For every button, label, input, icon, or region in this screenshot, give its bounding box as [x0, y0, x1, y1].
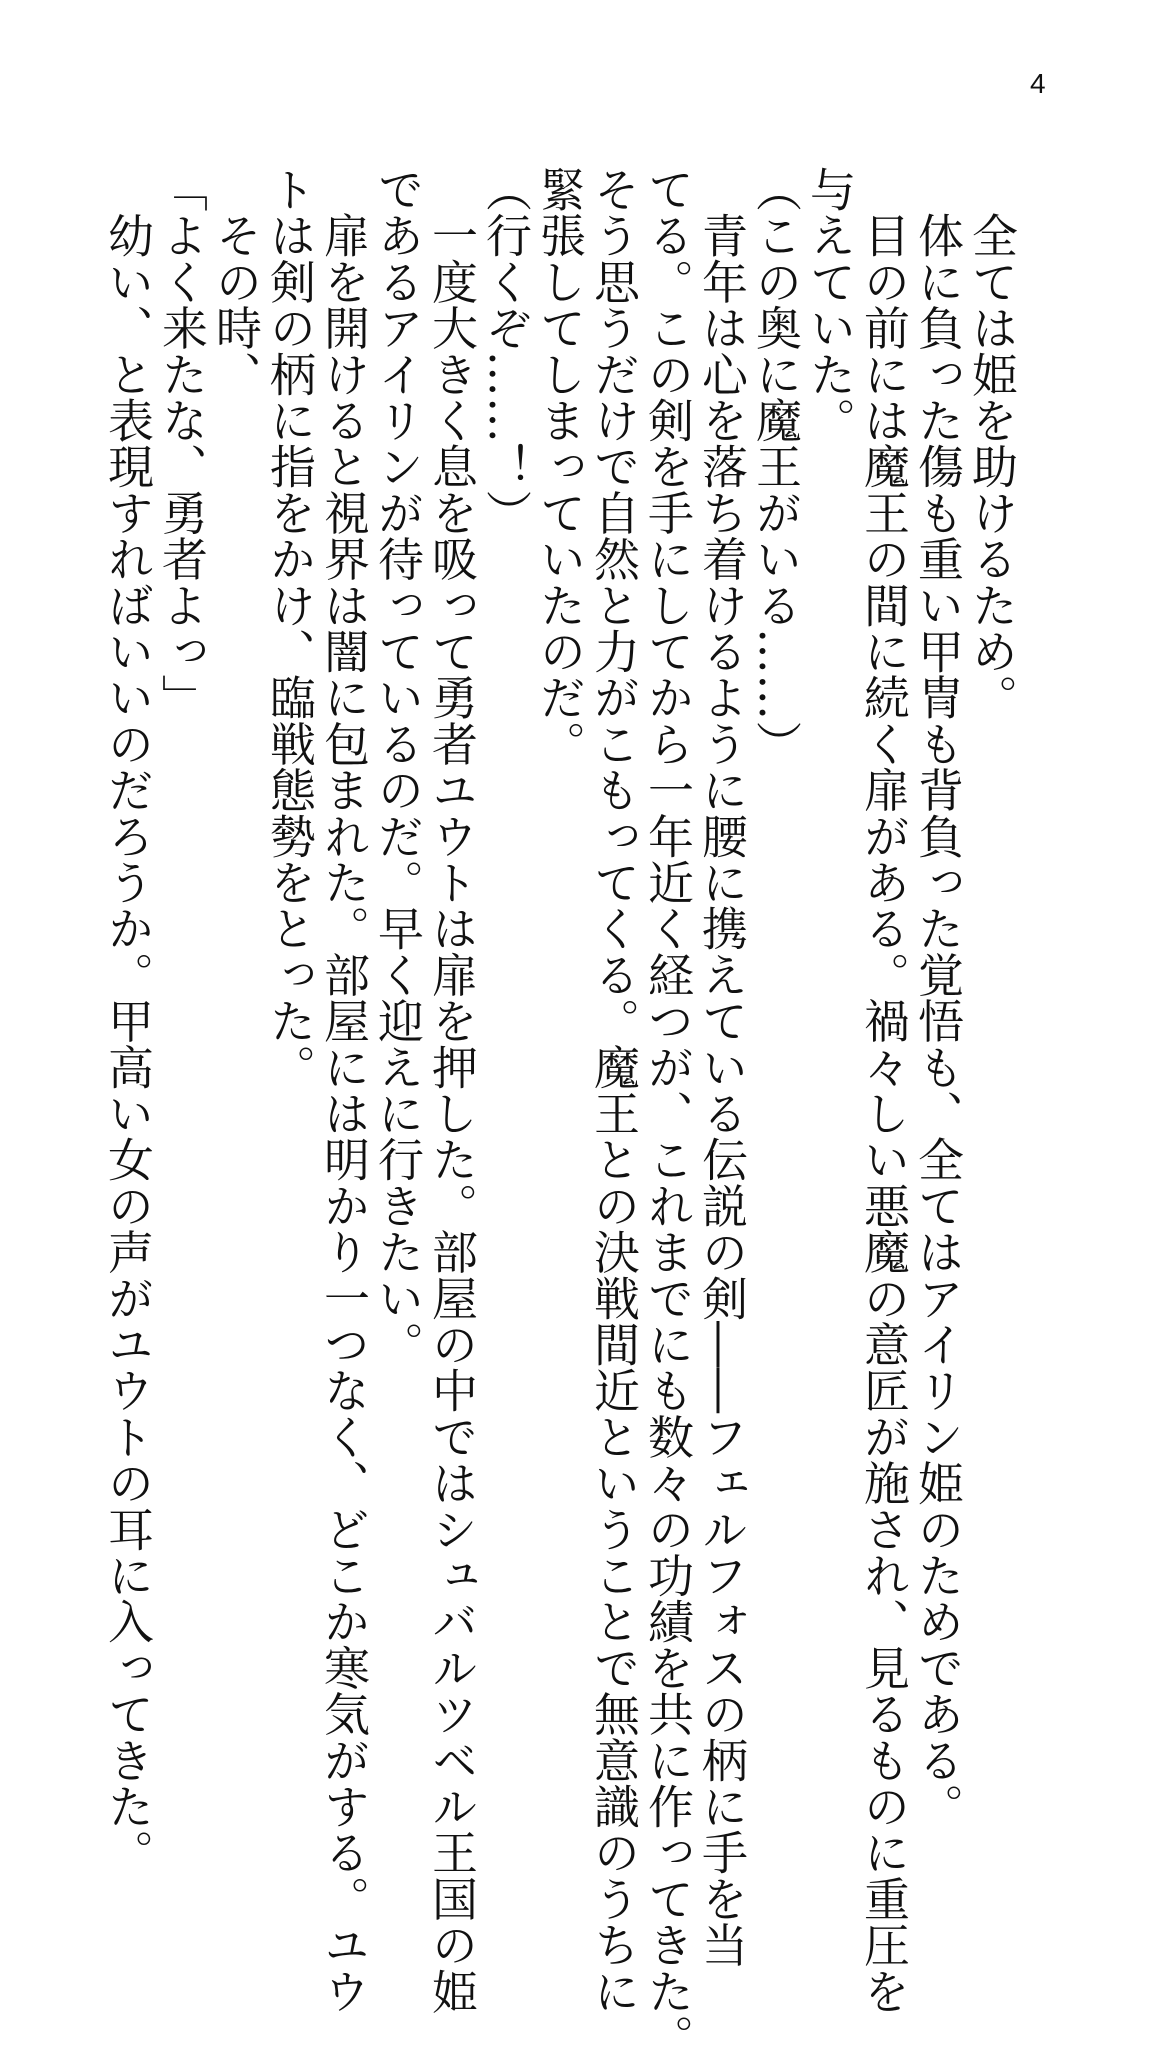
text-line: （行くぞ……！） — [479, 166, 533, 536]
text-line: そう思うだけで自然と力がこもってくる。魔王との決戦間近ということで無意識のうちに — [587, 166, 641, 2014]
text-line: 全ては姫を助けるため。 — [965, 166, 1019, 721]
page-number: 4 — [1030, 68, 1046, 99]
text-line: 青年は心を落ち着けるように腰に携えている伝説の剣――フェルフォスの柄に手を当 — [695, 166, 749, 1968]
text-line: 与えていた。 — [803, 166, 857, 444]
text-line: （この奥に魔王がいる……） — [749, 166, 803, 767]
text-line: 扉を開けると視界は闇に包まれた。部屋には明かり一つなく、どこか寒気がする。ユウ — [317, 166, 371, 2014]
vertical-text-body — [100, 166, 1019, 2060]
text-line: てる。この剣を手にしてから一年近く経つが、これまでにも数々の功績を共に作ってきた。 — [641, 166, 695, 2060]
text-line: 「よく来たな、勇者よっ」 — [155, 166, 209, 721]
text-line: であるアイリンが待っているのだ。早く迎えに行きたい。 — [371, 166, 425, 1368]
text-line: 幼い、と表現すればいいのだろうか。甲高い女の声がユウトの耳に入ってきた。 — [101, 166, 155, 1876]
text-line: その時、 — [209, 166, 263, 397]
text-line: 一度大きく息を吸って勇者ユウトは扉を押した。部屋の中ではシュバルツベル王国の姫 — [425, 166, 479, 2014]
text-line: 目の前には魔王の間に続く扉がある。禍々しい悪魔の意匠が施され、見るものに重圧を — [857, 166, 911, 2014]
text-line: 体に負った傷も重い甲冑も背負った覚悟も、全てはアイリン姫のためである。 — [911, 166, 965, 1830]
text-line: トは剣の柄に指をかけ、臨戦態勢をとった。 — [263, 166, 317, 1090]
text-line: 緊張してしまっていたのだ。 — [533, 166, 587, 767]
